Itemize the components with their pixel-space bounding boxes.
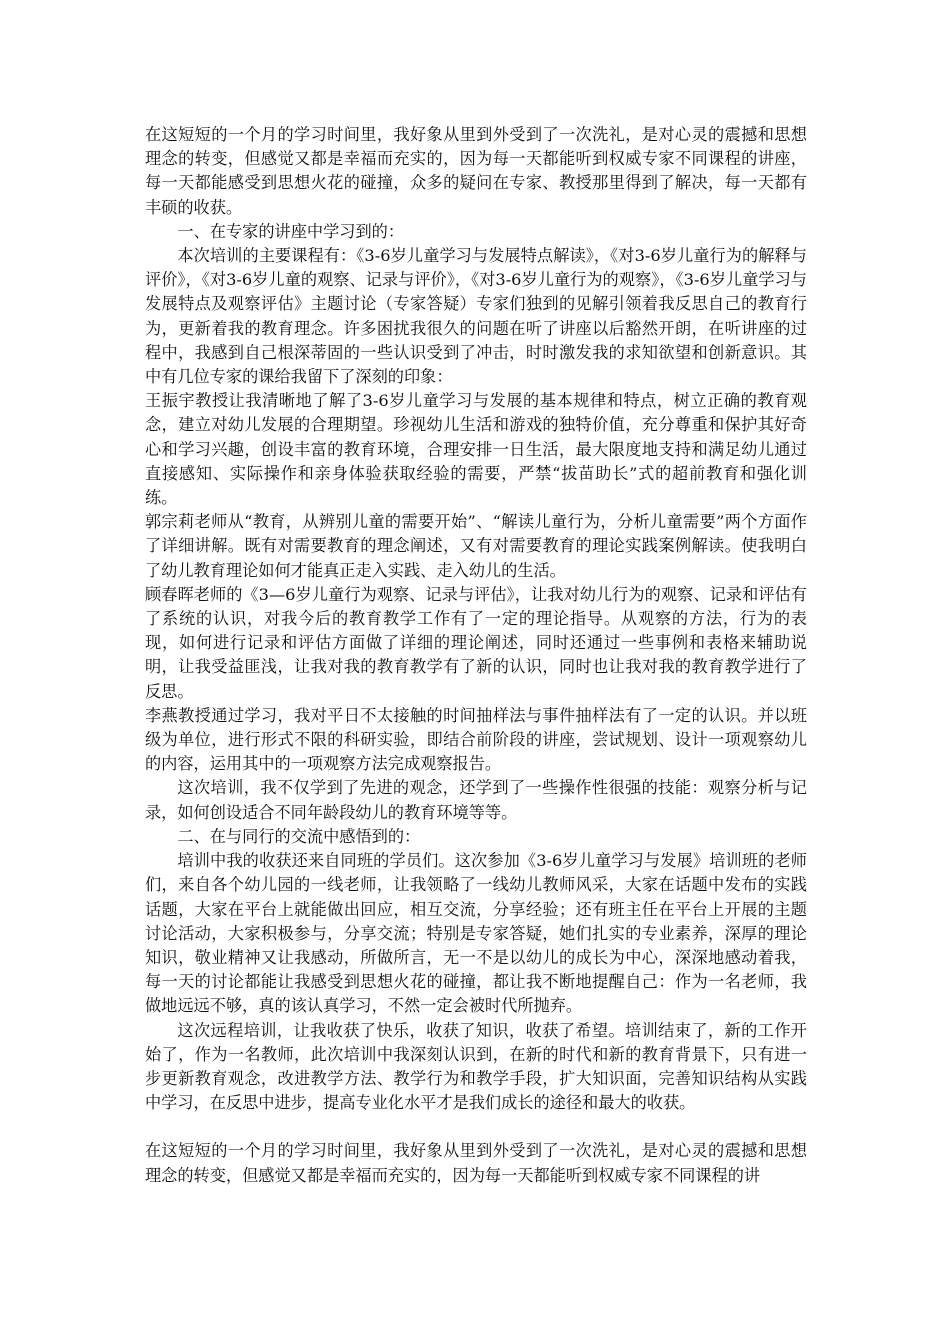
peers-paragraph: 培训中我的收获还来自同班的学员们。这次参加《3-6岁儿童学习与发展》培训班的老师们，来自各个幼儿园的一线老师，让我领略了一线幼儿教师风采，大家在话题中发布的实践话题，大家在平台上就能做出回应，相互交流，分享经验；还有班主任在平台上开展的主题讨论活动，大家积极参与，分享交流；特别是专家答疑，她们扎实的专业素养，深厚的理论知识，敬业精神又让我感动，所做所言，无一不是以幼儿的成长为中心，深深地感动着我，每一天的讨论都能让我感受到思想火花的碰撞，都让我不断地提醒自己：作为一名老师，我做地远远不够，真的该认真学习，不然一定会被时代所抛弃。 (145, 851, 807, 1016)
courses-paragraph: 本次培训的主要课程有：《3-6岁儿童学习与发展特点解读》，《对3-6岁儿童行为的解释与评价》，《对3-6岁儿童的观察、记录与评价》，《对3-6岁儿童行为的观察》，《3-6岁儿童学习与发展特点及观察评估》主题讨论（专家答疑）专家们独到的见解引领着我反思自己的教育行为，更新着我的教育理念。许多困扰我很久的问题在听了讲座以后豁然开朗，在听讲座的过程中，我感到自己根深蒂固的一些认识受到了冲击，时时激发我的求知欲望和创新意识。其中有几位专家的课给我留下了深刻的印象： (145, 246, 807, 387)
gu-paragraph: 顾春晖老师的《3—6岁儿童行为观察、记录与评估》，让我对幼儿行为的观察、记录和评估有了系统的认识，对我今后的教育教学工作有了一定的理论指导。从观察的方法，行为的表现，如何进行记录和评估方面做了详细的理论阐述，同时还通过一些事例和表格来辅助说明，让我受益匪浅，让我对我的教育教学有了新的认识，同时也让我对我的教育教学进行了反思。 (145, 584, 807, 701)
repeated-intro-paragraph: 在这短短的一个月的学习时间里，我好象从里到外受到了一次洗礼，是对心灵的震撼和思想理念的转变，但感觉又都是幸福而充实的，因为每一天都能听到权威专家不同课程的讲 (145, 1141, 807, 1185)
section-heading-1: 一、在专家的讲座中学习到的： (177, 221, 405, 241)
conclusion-paragraph: 这次远程培训，让我收获了快乐，收获了知识，收获了希望。培训结束了，新的工作开始了，作为一名教师，此次培训中我深刻认识到，在新的时代和新的教育背景下，只有进一步更新教育观念，改进教学方法、教学行为和教学手段，扩大知识面，完善知识结构从实践中学习，在反思中进步，提高专业化水平才是我们成长的途径和最大的收获。 (145, 1020, 807, 1113)
document-page (145, 123, 807, 1188)
guo-paragraph: 郭宗莉老师从“教育，从辨别儿童的需要开始”、“解读儿童行为，分析儿童需要”两个方面作了详细讲解。既有对需要教育的理念阐述，又有对需要教育的理论实践案例解读。使我明白了幼儿教育理论如何才能真正走入实践、走入幼儿的生活。 (145, 512, 807, 580)
li-paragraph: 李燕教授通过学习，我对平日不太接触的时间抽样法与事件抽样法有了一定的认识。并以班级为单位，进行形式不限的科研实验，即结合前阶段的讲座，尝试规划、设计一项观察幼儿的内容，运用其中的一项观察方法完成观察报告。 (145, 705, 807, 774)
paragraph-gap (145, 1115, 807, 1139)
section-heading-2: 二、在与同行的交流中感悟到的： (177, 826, 421, 846)
intro-paragraph: 在这短短的一个月的学习时间里，我好象从里到外受到了一次洗礼，是对心灵的震撼和思想理念的转变，但感觉又都是幸福而充实的，因为每一天都能听到权威专家不同课程的讲座，每一天都能感受到思想火花的碰撞，众多的疑问在专家、教授那里得到了解决，每一天都有丰硕的收获。 (145, 125, 807, 217)
wang-paragraph: 王振宇教授让我清晰地了解了3-6岁儿童学习与发展的基本规律和特点，树立正确的教育观念，建立对幼儿发展的合理期望。珍视幼儿生活和游戏的独特价值，充分尊重和保护其好奇心和学习兴趣，创设丰富的教育环境，合理安排一日生活，最大限度地支持和满足幼儿通过直接感知、实际操作和亲身体验获取经验的需要，严禁“拔苗助长”式的超前教育和强化训练。 (145, 391, 807, 508)
skills-paragraph: 这次培训，我不仅学到了先进的观念，还学到了一些操作性很强的技能：观察分析与记录，如何创设适合不同年龄段幼儿的教育环境等等。 (145, 778, 807, 822)
